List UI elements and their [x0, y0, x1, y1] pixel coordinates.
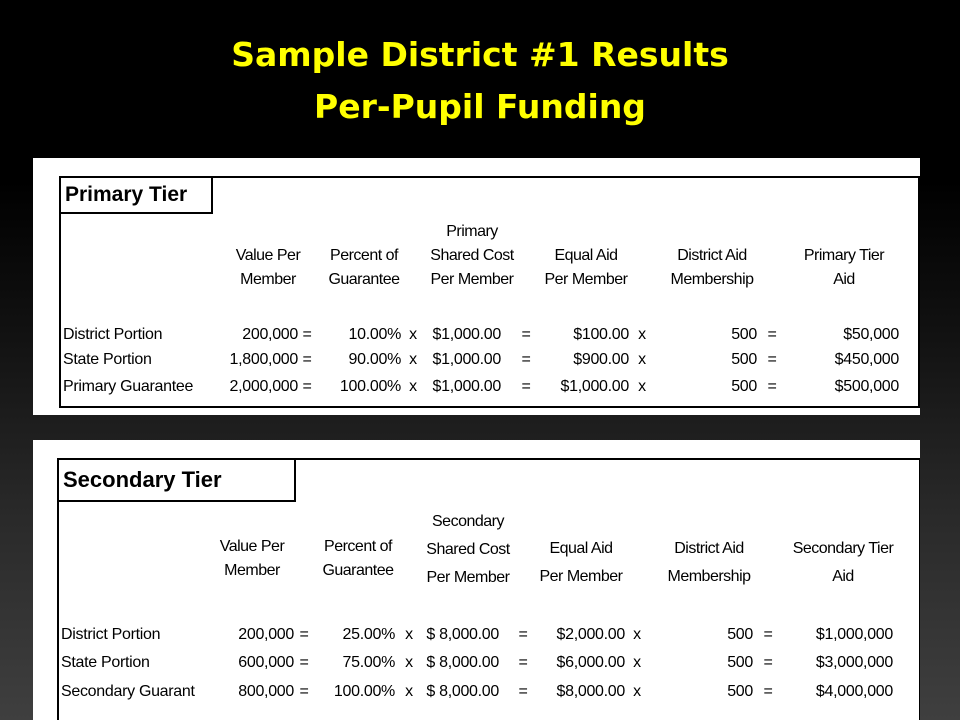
equal-aid-cell: $6,000.00: [556, 654, 625, 671]
times-sign: x: [633, 654, 641, 671]
shared-cost-cell: $1,000.00: [432, 326, 501, 343]
times-sign: x: [405, 654, 413, 671]
equals-sign: =: [763, 654, 773, 671]
membership-cell: 500: [727, 654, 753, 671]
times-sign: x: [638, 378, 646, 395]
equals-sign: =: [299, 654, 309, 671]
equal-aid-cell: $100.00: [573, 326, 629, 343]
value-cell: 200,000: [242, 326, 298, 343]
header-equal-aid: Equal Aid Per Member: [544, 247, 628, 288]
value-cell: 2,000,000: [229, 378, 298, 395]
header-shared-cost: Primary Shared Cost Per Member: [430, 223, 514, 288]
shared-cost-cell: $1,000.00: [432, 378, 501, 395]
row-label: State Portion: [63, 351, 152, 368]
percent-cell: 25.00%: [342, 626, 395, 643]
equals-sign: =: [518, 683, 528, 700]
times-sign: x: [405, 683, 413, 700]
membership-cell: 500: [727, 626, 753, 643]
value-cell: 600,000: [238, 654, 294, 671]
percent-cell: 10.00%: [348, 326, 401, 343]
times-sign: x: [409, 351, 417, 368]
header-percent-of-guarantee: Percent of Guarantee: [328, 247, 400, 288]
times-sign: x: [405, 626, 413, 643]
equals-sign: =: [299, 626, 309, 643]
equals-sign: =: [767, 378, 777, 395]
percent-cell: 100.00%: [339, 378, 401, 395]
tier-aid-cell: $50,000: [843, 326, 899, 343]
percent-cell: 100.00%: [333, 683, 395, 700]
equals-sign: =: [767, 326, 777, 343]
percent-cell: 75.00%: [342, 654, 395, 671]
primary-tier-table: [33, 158, 920, 415]
times-sign: x: [633, 626, 641, 643]
page-title: Sample District #1 Results: [231, 35, 729, 74]
equals-sign: =: [299, 683, 309, 700]
header-value-per-member: Value Per Member: [235, 247, 301, 288]
equals-sign: =: [767, 351, 777, 368]
equals-sign: =: [763, 683, 773, 700]
header-shared-cost: Secondary Shared Cost Per Member: [426, 513, 510, 586]
tier-aid-cell: $4,000,000: [815, 683, 893, 700]
equal-aid-cell: $2,000.00: [556, 626, 625, 643]
equals-sign: =: [302, 378, 312, 395]
shared-cost-cell: $ 8,000.00: [426, 683, 499, 700]
times-sign: x: [633, 683, 641, 700]
equal-aid-cell: $900.00: [573, 351, 629, 368]
equal-aid-cell: $8,000.00: [556, 683, 625, 700]
header-percent-of-guarantee: Percent of Guarantee: [322, 538, 394, 579]
equals-sign: =: [518, 626, 528, 643]
times-sign: x: [409, 378, 417, 395]
equal-aid-cell: $1,000.00: [560, 378, 629, 395]
value-cell: 200,000: [238, 626, 294, 643]
header-value-per-member: Value Per Member: [219, 538, 285, 579]
row-label: District Portion: [63, 326, 163, 343]
shared-cost-cell: $ 8,000.00: [426, 626, 499, 643]
header-tier-aid: Primary Tier Aid: [803, 247, 885, 288]
equals-sign: =: [763, 626, 773, 643]
times-sign: x: [638, 351, 646, 368]
header-membership: District Aid Membership: [670, 247, 754, 288]
equals-sign: =: [518, 654, 528, 671]
equals-sign: =: [521, 351, 531, 368]
row-label: State Portion: [61, 654, 150, 671]
shared-cost-cell: $1,000.00: [432, 351, 501, 368]
membership-cell: 500: [731, 378, 757, 395]
page-subtitle: Per-Pupil Funding: [314, 87, 646, 126]
membership-cell: 500: [731, 326, 757, 343]
value-cell: 1,800,000: [229, 351, 298, 368]
membership-cell: 500: [731, 351, 757, 368]
equals-sign: =: [521, 378, 531, 395]
secondary-tier-table: [33, 440, 920, 720]
value-cell: 800,000: [238, 683, 294, 700]
tier-label: Secondary Tier: [57, 458, 296, 502]
tier-aid-cell: $1,000,000: [815, 626, 893, 643]
equals-sign: =: [302, 351, 312, 368]
equals-sign: =: [302, 326, 312, 343]
membership-cell: 500: [727, 683, 753, 700]
row-label: District Portion: [61, 626, 161, 643]
row-label: Primary Guarantee: [63, 378, 194, 395]
row-label: Secondary Guarant: [61, 683, 195, 700]
tier-label: Primary Tier: [59, 176, 213, 214]
header-tier-aid: Secondary Tier Aid: [792, 540, 894, 585]
times-sign: x: [409, 326, 417, 343]
header-membership: District Aid Membership: [667, 540, 751, 585]
tier-aid-cell: $450,000: [834, 351, 899, 368]
times-sign: x: [638, 326, 646, 343]
tier-aid-cell: $3,000,000: [815, 654, 893, 671]
percent-cell: 90.00%: [348, 351, 401, 368]
shared-cost-cell: $ 8,000.00: [426, 654, 499, 671]
equals-sign: =: [521, 326, 531, 343]
tier-aid-cell: $500,000: [834, 378, 899, 395]
header-equal-aid: Equal Aid Per Member: [539, 540, 623, 585]
